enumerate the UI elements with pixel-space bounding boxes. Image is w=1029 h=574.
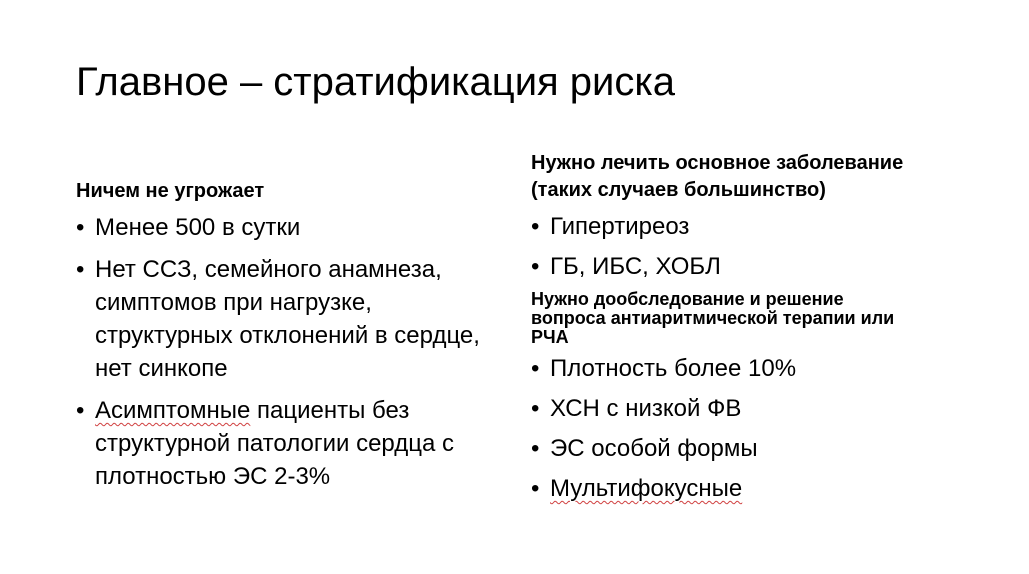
bullet-icon: • <box>531 435 540 462</box>
right-column <box>531 150 1011 512</box>
left-heading: Ничем не угрожает <box>76 180 265 202</box>
list-item-text: ХСН с низкой ФВ <box>550 395 742 422</box>
list-item <box>531 250 1011 283</box>
right-heading-bottom <box>531 290 1011 347</box>
list-item-text: Нет ССЗ, семейного анамнеза, симптомов при нагрузке, структурных отклонений в сердце, нет синкопе <box>95 256 480 382</box>
list-item <box>531 432 1011 465</box>
bullet-icon: • <box>76 397 85 424</box>
bullet-icon: • <box>531 475 540 502</box>
list-item <box>531 392 1011 425</box>
right-list-bottom <box>531 352 1011 505</box>
list-item-text: Менее 500 в сутки <box>95 214 301 241</box>
spellcheck-underlined-word: Асимптомные <box>95 397 251 424</box>
left-column <box>76 178 516 502</box>
list-item <box>531 352 1011 385</box>
heading-line: РЧА <box>531 327 569 347</box>
right-list-top <box>531 210 1011 283</box>
list-item-text: ГБ, ИБС, ХОБЛ <box>550 253 721 280</box>
list-item-text: Гипертиреоз <box>550 213 690 240</box>
list-item <box>531 472 1011 505</box>
left-list <box>76 211 516 493</box>
bullet-icon: • <box>76 256 85 283</box>
spellcheck-underlined-word: Мультифокусные <box>550 475 743 502</box>
list-item <box>531 210 1011 243</box>
heading-line: Нужно дообследование и решение <box>531 289 844 309</box>
right-heading-top <box>531 150 1011 204</box>
list-item <box>76 211 516 244</box>
bullet-icon: • <box>531 395 540 422</box>
heading-line: Нужно лечить основное заболевание <box>531 152 904 174</box>
bullet-icon: • <box>531 213 540 240</box>
bullet-icon: • <box>531 253 540 280</box>
list-item-text: ЭС особой формы <box>550 435 758 462</box>
list-item <box>76 253 516 385</box>
slide-title: Главное – стратификация риска <box>76 60 676 104</box>
list-item <box>76 394 516 493</box>
bullet-icon: • <box>531 355 540 382</box>
list-item-text: пациенты без структурной патологии сердца с плотностью ЭС 2-3% <box>95 397 454 490</box>
heading-line: (таких случаев большинство) <box>531 179 826 201</box>
bullet-icon: • <box>76 214 85 241</box>
heading-line: вопроса антиаритмической терапии или <box>531 308 895 328</box>
list-item-text: Плотность более 10% <box>550 355 797 382</box>
